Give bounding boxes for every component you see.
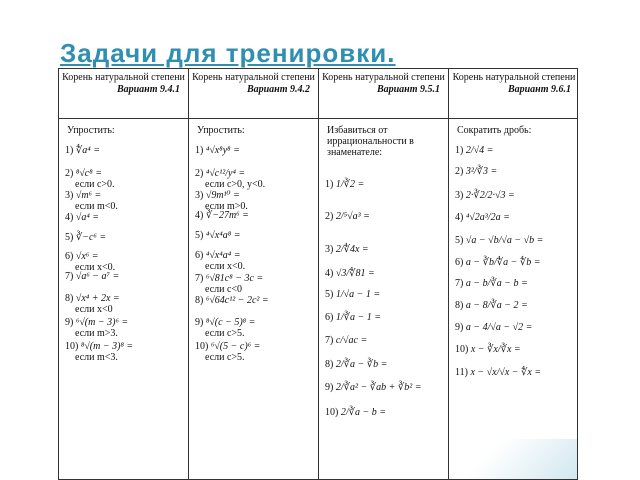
item-number: 10) [65,341,79,352]
exercise-item [325,359,387,370]
exercise-item [65,168,115,190]
exercise-item [325,211,370,222]
item-expression: ⁸√(m − 3)⁸ = [80,341,134,352]
exercise-item [325,312,381,323]
item-number: 9) [65,317,74,328]
item-number: 1) [195,145,204,156]
item-number: 9) [325,382,334,393]
item-condition: если x<0 [75,304,113,315]
item-number: 7) [455,278,464,289]
item-expression: c/√ac = [335,335,368,346]
item-number: 4) [455,212,464,223]
item-expression: ⁴√c¹²/y⁴ = [205,168,246,179]
item-expression: √a⁴ = [75,212,100,223]
item-expression: a − b/∛a − b = [465,278,528,289]
item-expression: √9m¹⁰ = [205,190,240,201]
item-condition: если c>0, y<0. [205,179,266,190]
item-expression: 1/√a − 1 = [335,289,381,300]
item-expression: ⁶√(m − 3)⁶ = [75,317,129,328]
item-condition: если m<3. [75,352,118,363]
task-instruction: Упростить: [197,125,245,136]
item-expression: 2/∛a − b = [340,407,386,418]
item-expression: ⁴√2a³/2a = [465,212,510,223]
column-header [319,69,448,119]
item-expression: a − ∛b/∜a − ∜b = [465,257,541,268]
exercise-item [325,289,380,300]
item-number: 2) [455,166,464,177]
column-heading: Корень натуральной степени [62,72,185,83]
item-number: 10) [195,341,209,352]
item-number: 3) [325,244,334,255]
task-instruction: Упростить: [67,125,115,136]
exercise-item [195,168,265,190]
item-number: 9) [455,322,464,333]
item-expression: ⁶√64c¹² − 2c² = [205,295,269,306]
column-2 [189,69,319,479]
exercise-item [65,341,133,363]
item-expression: ⁸√c⁸ = [75,168,102,179]
exercise-item [195,250,245,272]
item-condition: если m>0. [205,201,248,212]
item-condition: если m>3. [75,328,118,339]
column-4 [449,69,578,479]
exercise-item [65,212,99,223]
exercise-item [455,257,540,268]
item-number: 1) [325,179,334,190]
exercise-item [325,179,364,190]
exercise-item [455,145,493,156]
exercise-item [455,166,497,177]
item-expression: ⁴√x⁴a⁴ = [205,250,241,261]
variant-label: Вариант 9.6.1 [507,84,571,95]
item-expression: ⁸√(c − 5)⁸ = [205,317,256,328]
exercise-item [455,367,541,378]
item-number: 3) [195,190,204,201]
item-expression: ⁶√81c⁸ − 3c = [205,273,264,284]
item-condition: если c>5. [205,352,245,363]
item-number: 3) [455,190,464,201]
exercise-item [455,278,528,289]
exercise-item [195,210,249,221]
exercise-item [455,344,521,355]
item-expression: ⁶√(5 − c)⁶ = [210,341,261,352]
item-number: 2) [195,168,204,179]
item-expression: ∛−27m⁶ = [205,210,249,221]
item-condition: если c>5. [205,328,245,339]
column-1 [59,69,189,479]
item-number: 6) [195,250,204,261]
column-header [449,69,578,119]
exercise-item [65,271,119,282]
exercise-item [455,190,515,201]
item-expression: 2/∛a − ∛b = [335,359,388,370]
exercise-item [455,300,528,311]
item-number: 2) [325,211,334,222]
exercise-item [325,335,367,346]
exercise-item [65,232,106,243]
item-condition: если m<0. [75,201,118,212]
exercise-item [65,251,115,273]
item-number: 8) [325,359,334,370]
item-expression: x − ∛x/∛x = [470,344,521,355]
item-number: 5) [195,230,204,241]
exercise-item [195,145,240,156]
exercise-item [325,382,421,393]
item-number: 11) [455,367,468,378]
column-heading: Корень натуральной степени [192,72,315,83]
column-header [59,69,188,119]
exercise-item [325,244,369,255]
exercise-item [325,268,375,279]
item-expression: 2/∛a² − ∛ab + ∛b² = [335,382,422,393]
item-expression: √x⁴ + 2x = [75,293,120,304]
item-number: 10) [455,344,469,355]
variant-label: Вариант 9.4.2 [246,84,310,95]
exercise-item [65,293,120,315]
column-heading: Корень натуральной степени [322,72,445,83]
item-expression: ⁴√x⁸y⁸ = [205,145,240,156]
item-number: 6) [65,251,74,262]
exercise-item [455,235,543,246]
item-condition: если c>0. [75,179,115,190]
item-expression: ∜a⁴ = [75,145,100,156]
item-expression: x − √x/√x − ∜x = [470,367,542,378]
item-expression: a − 4/√a − √2 = [465,322,533,333]
item-condition: если x<0. [75,262,116,273]
item-number: 7) [65,271,74,282]
item-expression: ⁴√x⁴a⁸ = [205,230,241,241]
column-3 [319,69,449,479]
variant-label: Вариант 9.5.1 [376,84,440,95]
item-expression: √x⁶ = [75,251,99,262]
item-number: 5) [325,289,334,300]
column-heading: Корень натуральной степени [452,72,576,83]
item-number: 9) [195,317,204,328]
item-expression: 1/∛2 = [335,179,365,190]
item-number: 2) [65,168,74,179]
exercise-item [195,230,240,241]
item-number: 10) [325,407,339,418]
exercise-item [455,212,510,223]
title-dot: . [387,38,396,68]
item-expression: ∛−c⁶ = [75,232,107,243]
item-expression: 2/√4 = [465,145,494,156]
slide-title [60,38,396,69]
item-number: 6) [325,312,334,323]
item-number: 4) [65,212,74,223]
exercise-item [455,322,532,333]
exercise-item [65,317,128,339]
column-header [189,69,318,119]
title-text: Задачи для тренировки [60,38,388,68]
item-number: 7) [195,273,204,284]
item-expression: 2/∜4x = [335,244,369,255]
exercise-item [195,295,269,306]
item-expression: 2/⁵√a³ = [335,211,370,222]
item-number: 1) [65,145,74,156]
item-number: 6) [455,257,464,268]
item-number: 5) [65,232,74,243]
item-expression: √a⁶ − a⁷ = [75,271,120,282]
item-number: 8) [455,300,464,311]
exercise-item [65,190,118,212]
item-number: 4) [195,210,204,221]
item-number: 8) [65,293,74,304]
exercise-sheet [58,68,578,480]
item-number: 3) [65,190,74,201]
item-expression: √3/∜81 = [335,268,375,279]
task-instruction: Сократить дробь: [457,125,532,136]
item-number: 1) [455,145,464,156]
item-expression: 1/∛a − 1 = [335,312,381,323]
item-expression: 2·∛2/2·√3 = [465,190,515,201]
item-condition: если x<0. [205,261,246,272]
item-number: 8) [195,295,204,306]
exercise-item [195,273,263,295]
item-number: 5) [455,235,464,246]
exercise-item [195,190,248,212]
item-expression: 3²/∛3 = [465,166,498,177]
item-condition: если c<0 [205,284,243,295]
item-expression: √a − √b/√a − √b = [465,235,544,246]
exercise-item [195,317,255,339]
item-expression: √m⁶ = [75,190,102,201]
item-number: 7) [325,335,334,346]
exercise-item [325,407,386,418]
item-number: 4) [325,268,334,279]
item-expression: a − 8/∛a − 2 = [465,300,528,311]
exercise-item [195,341,260,363]
exercise-item [65,145,100,156]
variant-label: Вариант 9.4.1 [116,84,180,95]
task-instruction: Избавиться от иррациональности в знаменателе: [327,125,414,158]
